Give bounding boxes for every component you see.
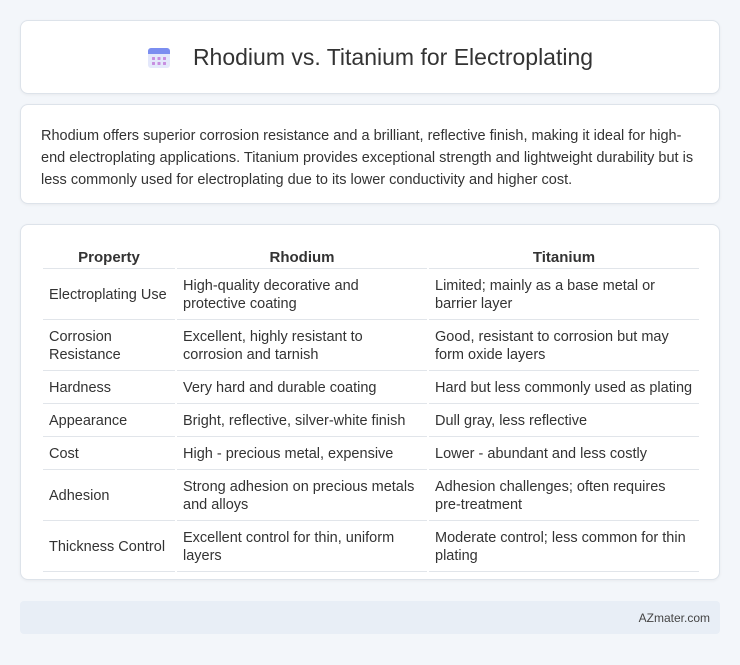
property-cell: Corrosion Resistance xyxy=(43,322,175,371)
column-header-titanium: Titanium xyxy=(429,247,699,269)
table-row xyxy=(43,472,699,521)
title-card xyxy=(20,20,720,94)
rhodium-cell: Strong adhesion on precious metals and alloys xyxy=(177,472,427,521)
titanium-cell: Lower - abundant and less costly xyxy=(429,439,699,470)
footer-bar xyxy=(20,601,720,634)
rhodium-cell: High - precious metal, expensive xyxy=(177,439,427,470)
table-row xyxy=(43,373,699,404)
table-header-row xyxy=(43,247,699,269)
titanium-cell: Adhesion challenges; often requires pre-treatment xyxy=(429,472,699,521)
rhodium-cell: Excellent, highly resistant to corrosion and tarnish xyxy=(177,322,427,371)
titanium-cell: Limited; mainly as a base metal or barrier layer xyxy=(429,271,699,320)
rhodium-cell: Bright, reflective, silver-white finish xyxy=(177,406,427,437)
column-header-property: Property xyxy=(43,247,175,269)
property-cell: Hardness xyxy=(43,373,175,404)
table-row xyxy=(43,271,699,320)
table-row xyxy=(43,439,699,470)
rhodium-cell: Excellent control for thin, uniform layers xyxy=(177,523,427,572)
titanium-cell: Good, resistant to corrosion but may form oxide layers xyxy=(429,322,699,371)
table-row xyxy=(43,523,699,572)
calendar-icon xyxy=(147,45,171,69)
rhodium-cell: High-quality decorative and protective coating xyxy=(177,271,427,320)
comparison-table xyxy=(41,245,701,574)
titanium-cell: Dull gray, less reflective xyxy=(429,406,699,437)
table-row xyxy=(43,322,699,371)
titanium-cell: Hard but less commonly used as plating xyxy=(429,373,699,404)
footer-site-link[interactable]: AZmater.com xyxy=(638,610,710,625)
intro-paragraph: Rhodium offers superior corrosion resistance and a brilliant, reflective finish, making it ideal for high-end electroplating applications. Titanium provides exceptional strength and lightweight durability but is less commonly used for electroplating due to its lower conductivity and higher cost. xyxy=(41,128,694,188)
property-cell: Appearance xyxy=(43,406,175,437)
property-cell: Thickness Control xyxy=(43,523,175,572)
intro-card xyxy=(20,104,720,204)
comparison-card xyxy=(20,224,720,580)
column-header-rhodium: Rhodium xyxy=(177,247,427,269)
title-wrap xyxy=(147,44,593,71)
page-title: Rhodium vs. Titanium for Electroplating xyxy=(192,43,594,70)
property-cell: Adhesion xyxy=(43,472,175,521)
rhodium-cell: Very hard and durable coating xyxy=(177,373,427,404)
titanium-cell: Moderate control; less common for thin plating xyxy=(429,523,699,572)
table-row xyxy=(43,406,699,437)
property-cell: Cost xyxy=(43,439,175,470)
property-cell: Electroplating Use xyxy=(43,271,175,320)
